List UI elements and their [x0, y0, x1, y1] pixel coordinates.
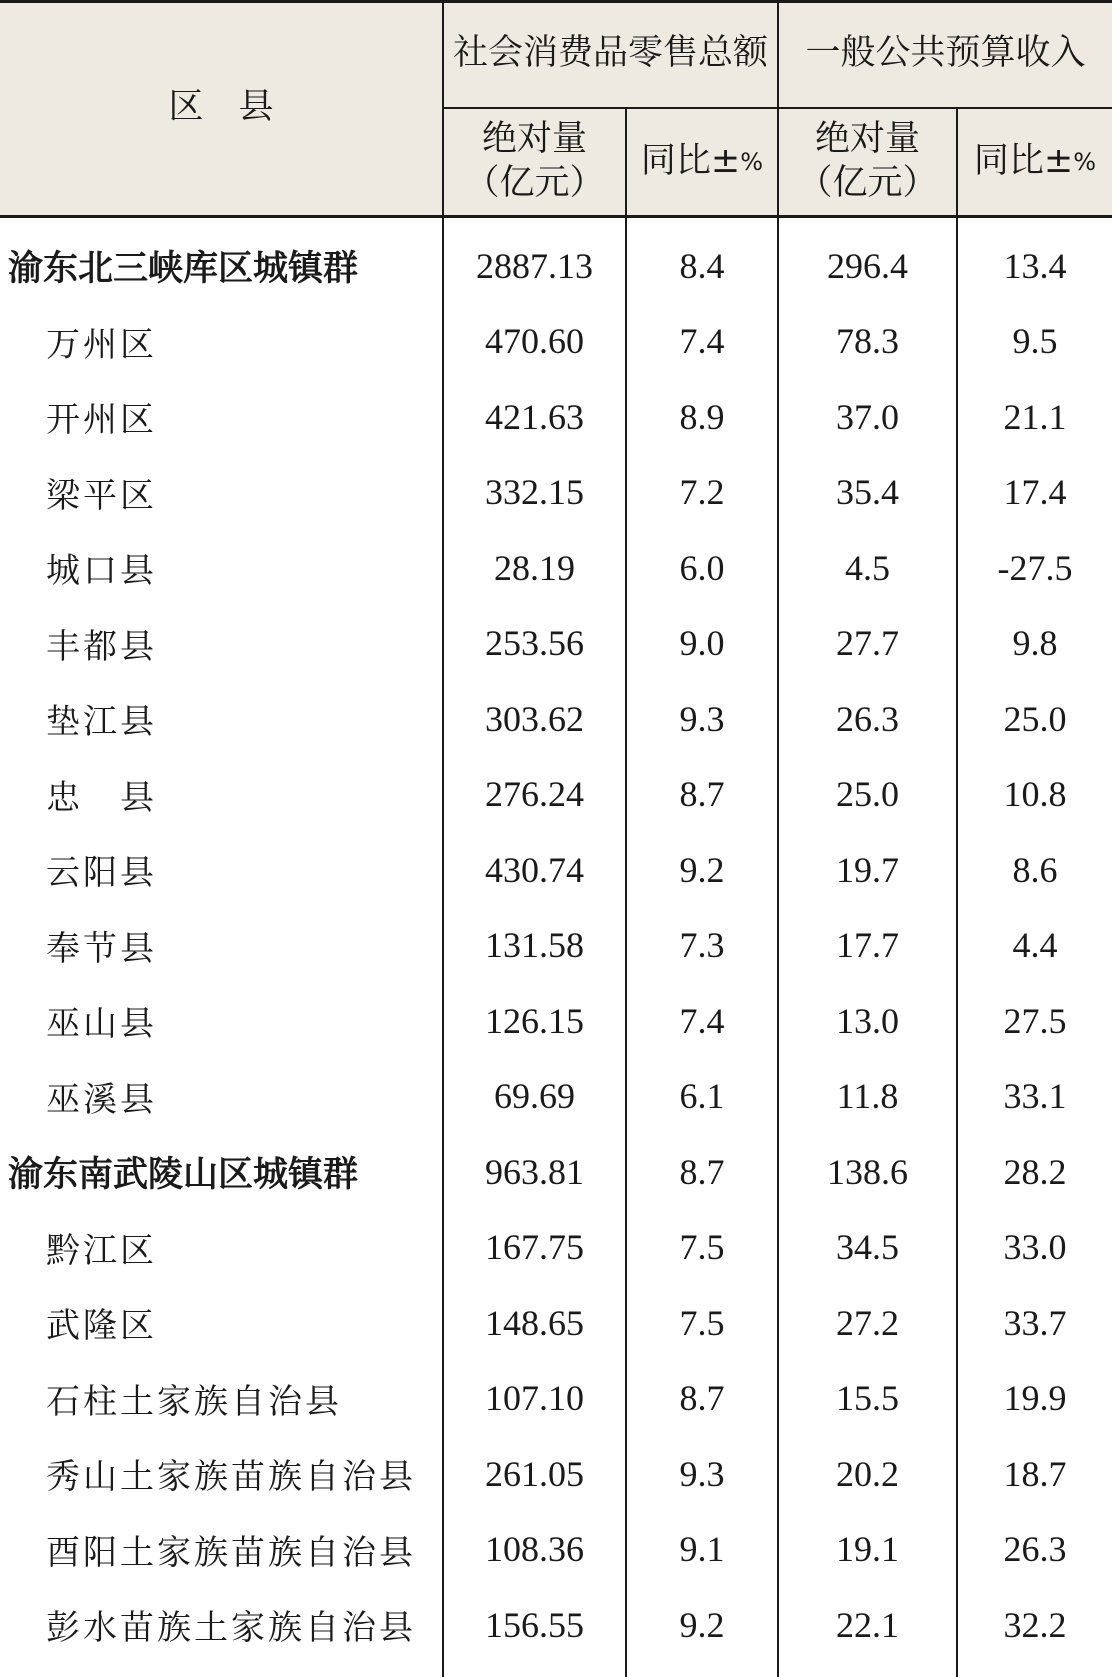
percent-label: %	[1073, 148, 1097, 176]
retail-yoy-value: 7.5	[679, 1227, 725, 1268]
retail-value: 276.24	[485, 774, 584, 815]
budget-yoy-value: 25.0	[1003, 698, 1067, 739]
county-name: 秀山土家族苗族自治县	[46, 1457, 416, 1498]
retail-yoy-value: 9.3	[679, 1453, 725, 1494]
retail-value: 253.56	[485, 623, 584, 664]
retail-yoy-value: 7.4	[679, 321, 725, 362]
absolute-label-line2: （亿元）	[464, 163, 605, 203]
retail-value: 421.63	[485, 396, 584, 437]
budget-value: 26.3	[836, 698, 899, 739]
budget-yoy-value: 8.6	[1012, 849, 1058, 890]
percent-label: %	[740, 148, 764, 176]
retail-value: 332.15	[485, 472, 584, 513]
budget-value: 4.5	[845, 547, 890, 588]
budget-value: 27.7	[836, 623, 899, 664]
budget-value: 27.2	[836, 1302, 899, 1343]
absolute-label-line1: 绝对量	[481, 119, 587, 160]
budget-value: 11.8	[836, 1076, 899, 1117]
county-name: 武隆区	[46, 1306, 157, 1347]
retail-absolute-header	[444, 109, 625, 215]
region-group-label: 渝东南武陵山区城镇群	[8, 1154, 359, 1195]
county-name: 彭水苗族土家族自治县	[46, 1608, 416, 1649]
retail-value: 470.60	[485, 321, 584, 362]
retail-yoy-value: 8.4	[679, 245, 725, 286]
county-name: 酉阳土家族苗族自治县	[46, 1532, 416, 1573]
budget-yoy-header	[958, 109, 1112, 215]
retail-yoy-value: 7.5	[679, 1302, 725, 1343]
county-name: 巫山县	[46, 1004, 157, 1045]
absolute-label-line1: 绝对量	[814, 119, 920, 160]
budget-yoy-value: 33.1	[1003, 1076, 1067, 1117]
budget-value: 25.0	[836, 774, 899, 815]
retail-value: 2887.13	[476, 245, 593, 286]
yoy-label: 同比±	[973, 141, 1074, 182]
budget-yoy-value: 18.7	[1003, 1453, 1067, 1494]
retail-yoy-value: 7.4	[679, 1000, 725, 1041]
retail-value: 107.10	[485, 1378, 584, 1419]
retail-yoy-value: 9.3	[679, 698, 725, 739]
budget-value: 35.4	[836, 472, 899, 513]
county-name: 黔江区	[46, 1230, 157, 1271]
county-name: 城口县	[46, 551, 157, 592]
budget-yoy-value: 19.9	[1003, 1378, 1067, 1419]
header-bottom-rule	[0, 215, 1112, 218]
budget-group-label: 一般公共预算收入	[805, 32, 1086, 73]
budget-yoy-value: 21.1	[1003, 396, 1067, 437]
retail-yoy-value: 6.0	[679, 547, 725, 588]
budget-value: 19.7	[836, 849, 899, 890]
retail-value: 131.58	[485, 925, 584, 966]
budget-yoy-value: 32.2	[1003, 1604, 1067, 1645]
retail-group-header	[444, 0, 777, 107]
county-name: 巫溪县	[46, 1079, 157, 1120]
district-header-label: 区 县	[168, 86, 274, 127]
budget-value: 19.1	[836, 1529, 899, 1570]
budget-yoy-value: 9.8	[1012, 623, 1058, 664]
budget-yoy-value: 17.4	[1003, 472, 1067, 513]
retail-value: 303.62	[485, 698, 584, 739]
budget-value: 13.0	[836, 1000, 899, 1041]
budget-yoy-value: -27.5	[997, 547, 1073, 588]
retail-yoy-value: 8.7	[679, 1151, 725, 1192]
retail-value: 261.05	[485, 1453, 584, 1494]
budget-absolute-header	[779, 109, 956, 215]
retail-value: 108.36	[485, 1529, 584, 1570]
retail-value: 430.74	[485, 849, 584, 890]
budget-yoy-value: 13.4	[1003, 245, 1067, 286]
budget-value: 17.7	[836, 925, 899, 966]
district-header	[0, 0, 442, 215]
retail-value: 69.69	[494, 1076, 575, 1117]
county-name: 梁平区	[46, 475, 157, 516]
county-name: 开州区	[46, 400, 157, 441]
retail-group-label: 社会消费品零售总额	[452, 32, 768, 73]
retail-yoy-header	[627, 109, 777, 215]
retail-yoy-value: 8.9	[679, 396, 725, 437]
retail-yoy-value: 7.2	[679, 472, 725, 513]
county-name: 云阳县	[46, 853, 157, 894]
retail-yoy-value: 8.7	[679, 1378, 725, 1419]
retail-yoy-value: 6.1	[679, 1076, 725, 1117]
retail-yoy-value: 8.7	[679, 774, 725, 815]
retail-value: 167.75	[485, 1227, 584, 1268]
budget-group-header	[779, 0, 1112, 107]
budget-value: 20.2	[836, 1453, 899, 1494]
budget-value: 22.1	[836, 1604, 899, 1645]
retail-yoy-value: 9.2	[679, 849, 725, 890]
budget-yoy-value: 27.5	[1003, 1000, 1067, 1041]
retail-yoy-value: 9.2	[679, 1604, 725, 1645]
retail-yoy-value: 7.3	[679, 925, 725, 966]
yoy-label: 同比±	[640, 141, 741, 182]
budget-yoy-value: 28.2	[1003, 1151, 1067, 1192]
county-name: 万州区	[46, 324, 157, 365]
budget-value: 34.5	[836, 1227, 899, 1268]
county-name: 垫江县	[46, 702, 157, 743]
budget-yoy-value: 9.5	[1012, 321, 1058, 362]
retail-yoy-value: 9.1	[679, 1529, 725, 1570]
retail-value: 148.65	[485, 1302, 584, 1343]
budget-value: 78.3	[836, 321, 899, 362]
retail-value: 126.15	[485, 1000, 584, 1041]
absolute-label-line2: （亿元）	[797, 163, 938, 203]
region-group-label: 渝东北三峡库区城镇群	[8, 248, 359, 289]
budget-value: 296.4	[827, 245, 908, 286]
retail-value: 28.19	[494, 547, 575, 588]
budget-value: 37.0	[836, 396, 899, 437]
retail-yoy-value: 9.0	[679, 623, 725, 664]
budget-yoy-value: 33.7	[1003, 1302, 1067, 1343]
retail-value: 156.55	[485, 1604, 584, 1645]
county-name: 丰都县	[46, 626, 157, 667]
county-name: 忠 县	[46, 777, 157, 818]
budget-value: 15.5	[836, 1378, 899, 1419]
budget-yoy-value: 33.0	[1003, 1227, 1067, 1268]
county-name: 石柱土家族自治县	[46, 1381, 342, 1422]
retail-value: 963.81	[485, 1151, 584, 1192]
budget-yoy-value: 4.4	[1012, 925, 1058, 966]
budget-value: 138.6	[827, 1151, 908, 1192]
budget-yoy-value: 10.8	[1003, 774, 1067, 815]
county-name: 奉节县	[46, 928, 157, 969]
budget-yoy-value: 26.3	[1003, 1529, 1067, 1570]
